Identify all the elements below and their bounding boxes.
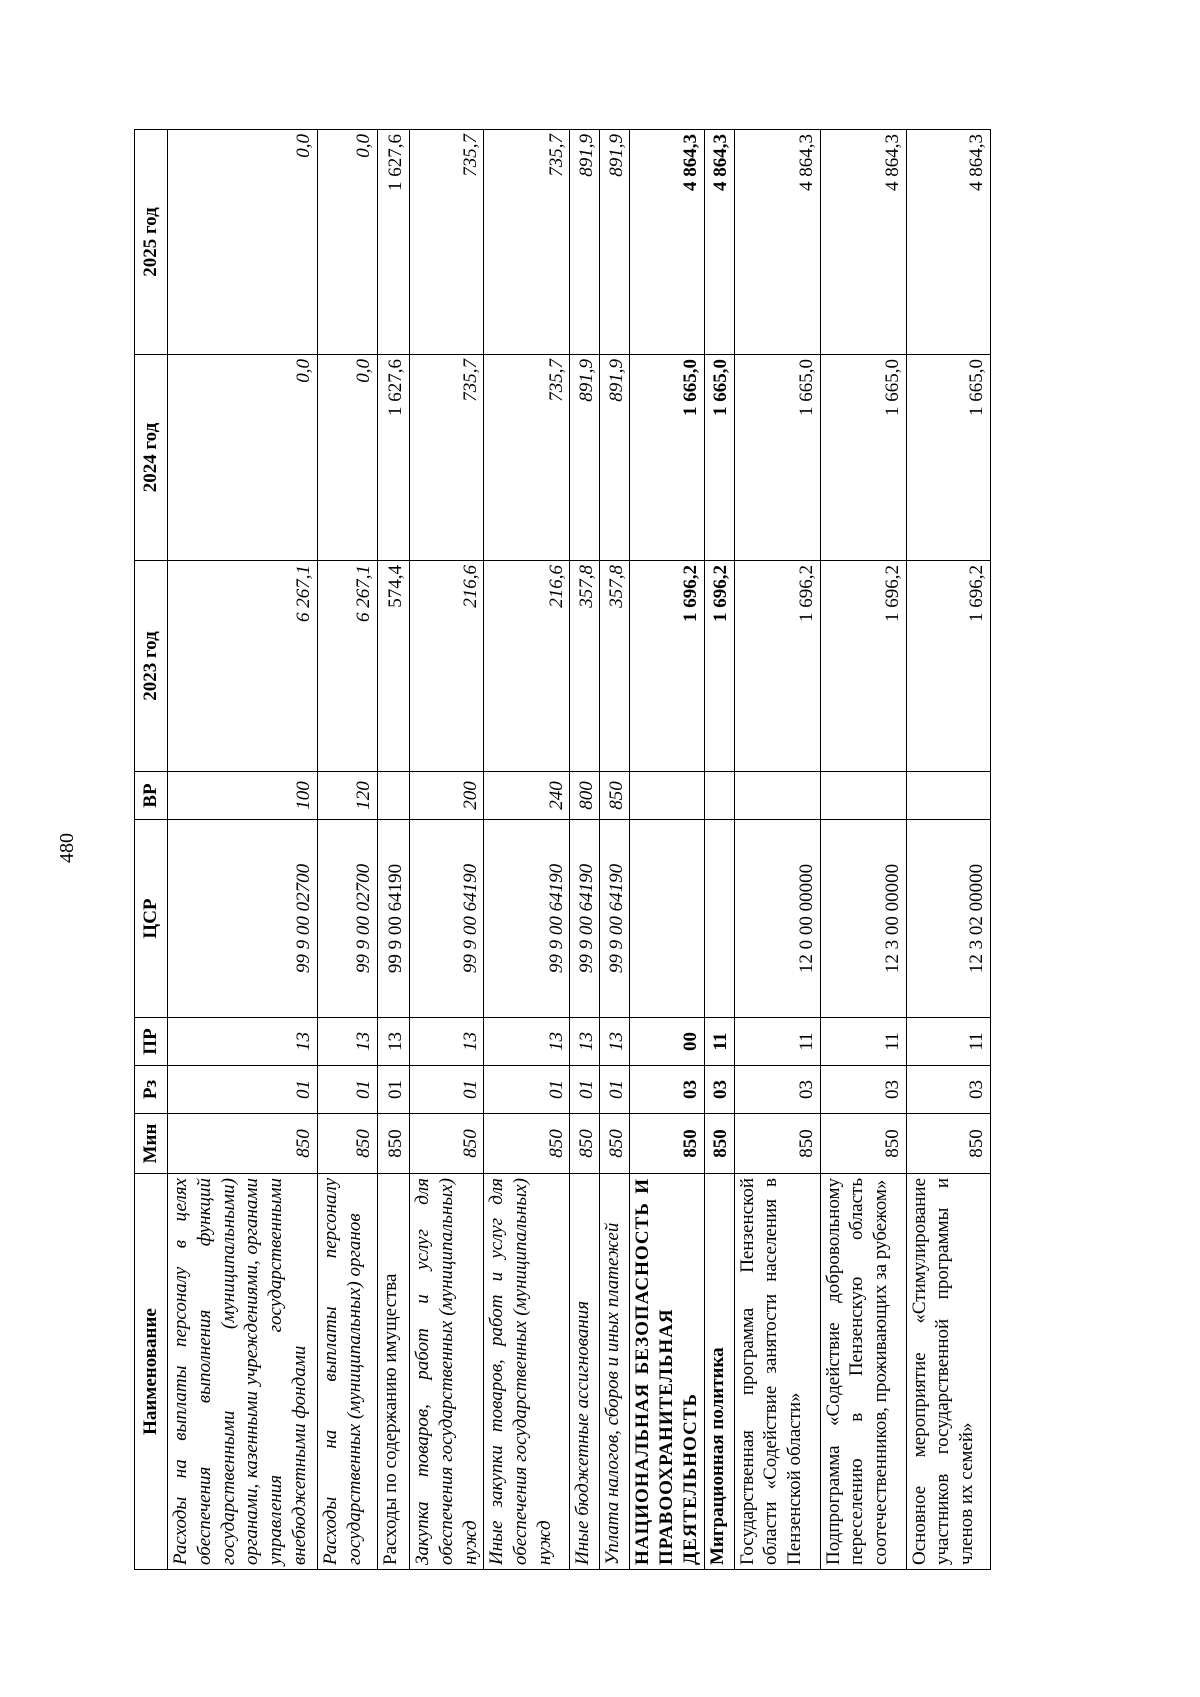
row-pr: 11	[734, 1018, 820, 1066]
row-2024: 0,0	[168, 355, 318, 561]
row-min: 850	[570, 1114, 600, 1174]
row-min: 850	[378, 1114, 410, 1174]
row-pr: 11	[820, 1018, 906, 1066]
table-row	[906, 130, 990, 1570]
row-vr	[378, 772, 410, 820]
table-header-row	[135, 130, 168, 1570]
row-vr	[630, 772, 704, 820]
row-2024: 891,9	[600, 355, 630, 561]
row-vr	[906, 772, 990, 820]
table-row	[484, 130, 570, 1570]
row-vr: 100	[168, 772, 318, 820]
row-rz: 03	[704, 1066, 734, 1114]
row-rz: 03	[630, 1066, 704, 1114]
row-2023: 216,6	[484, 561, 570, 772]
row-vr: 200	[410, 772, 484, 820]
row-csr: 99 9 00 64190	[484, 820, 570, 1018]
row-2025: 4 864,3	[734, 130, 820, 355]
budget-table	[134, 129, 991, 1570]
row-rz: 03	[820, 1066, 906, 1114]
row-pr: 13	[570, 1018, 600, 1066]
row-2023: 1 696,2	[704, 561, 734, 772]
row-csr	[704, 820, 734, 1018]
row-csr: 12 3 00 00000	[820, 820, 906, 1018]
header-rz: Рз	[135, 1066, 168, 1114]
row-pr: 13	[484, 1018, 570, 1066]
row-2023: 6 267,1	[318, 561, 378, 772]
row-2025: 891,9	[570, 130, 600, 355]
row-2024: 891,9	[570, 355, 600, 561]
page-number: 480	[56, 833, 78, 863]
row-2024: 1 627,6	[378, 355, 410, 561]
row-pr: 13	[410, 1018, 484, 1066]
row-2025: 735,7	[410, 130, 484, 355]
row-2024: 0,0	[318, 355, 378, 561]
row-min: 850	[600, 1114, 630, 1174]
row-csr: 99 9 00 02700	[168, 820, 318, 1018]
table-row	[600, 130, 630, 1570]
row-rz: 01	[410, 1066, 484, 1114]
row-2025: 4 864,3	[906, 130, 990, 355]
row-rz: 01	[484, 1066, 570, 1114]
row-2025: 0,0	[168, 130, 318, 355]
row-2023: 1 696,2	[820, 561, 906, 772]
row-csr: 12 0 00 00000	[734, 820, 820, 1018]
row-csr: 12 3 02 00000	[906, 820, 990, 1018]
row-2024: 1 665,0	[704, 355, 734, 561]
row-pr: 11	[704, 1018, 734, 1066]
header-name: Наименование	[135, 1174, 168, 1570]
row-2025: 0,0	[318, 130, 378, 355]
row-name: НАЦИОНАЛЬНАЯ БЕЗОПАСНОСТЬ И ПРАВООХРАНИТЕЛЬНАЯ ДЕЯТЕЛЬНОСТЬ	[630, 1174, 704, 1570]
row-2024: 1 665,0	[820, 355, 906, 561]
rotated-page-area	[134, 130, 987, 1570]
row-name: Расходы на выплаты персоналу государственных (муниципальных) органов	[318, 1174, 378, 1570]
row-min: 850	[906, 1114, 990, 1174]
row-2023: 216,6	[410, 561, 484, 772]
row-min: 850	[704, 1114, 734, 1174]
table-row	[318, 130, 378, 1570]
row-2024: 735,7	[484, 355, 570, 561]
row-min: 850	[484, 1114, 570, 1174]
row-vr	[820, 772, 906, 820]
row-vr	[734, 772, 820, 820]
row-name: Миграционная политика	[704, 1174, 734, 1570]
row-pr: 13	[600, 1018, 630, 1066]
row-2023: 6 267,1	[168, 561, 318, 772]
row-vr: 120	[318, 772, 378, 820]
header-2025: 2025 год	[135, 130, 168, 355]
row-2025: 4 864,3	[704, 130, 734, 355]
row-min: 850	[168, 1114, 318, 1174]
table-row	[630, 130, 704, 1570]
row-name: Расходы по содержанию имущества	[378, 1174, 410, 1570]
row-name: Расходы на выплаты персоналу в целях обеспечения выполнения функций государственными (муниципальными) органами, казенными учреждениями, органами управления государственными внебюджетными фондами	[168, 1174, 318, 1570]
table-row	[570, 130, 600, 1570]
row-csr: 99 9 00 64190	[378, 820, 410, 1018]
row-csr: 99 9 00 64190	[570, 820, 600, 1018]
table-row	[734, 130, 820, 1570]
row-2023: 357,8	[600, 561, 630, 772]
table-row	[410, 130, 484, 1570]
row-min: 850	[630, 1114, 704, 1174]
row-rz: 01	[570, 1066, 600, 1114]
row-rz: 03	[906, 1066, 990, 1114]
row-2023: 1 696,2	[630, 561, 704, 772]
table-row	[704, 130, 734, 1570]
row-csr: 99 9 00 64190	[410, 820, 484, 1018]
row-vr: 800	[570, 772, 600, 820]
row-2024: 1 665,0	[734, 355, 820, 561]
row-csr: 99 9 00 64190	[600, 820, 630, 1018]
row-csr: 99 9 00 02700	[318, 820, 378, 1018]
row-vr: 240	[484, 772, 570, 820]
row-2024: 1 665,0	[630, 355, 704, 561]
row-pr: 13	[318, 1018, 378, 1066]
row-min: 850	[410, 1114, 484, 1174]
row-2025: 4 864,3	[820, 130, 906, 355]
row-2023: 357,8	[570, 561, 600, 772]
row-name: Закупка товаров, работ и услуг для обеспечения государственных (муниципальных) нужд	[410, 1174, 484, 1570]
row-rz: 01	[168, 1066, 318, 1114]
row-rz: 01	[378, 1066, 410, 1114]
header-pr: ПР	[135, 1018, 168, 1066]
row-rz: 01	[318, 1066, 378, 1114]
header-min: Мин	[135, 1114, 168, 1174]
row-name: Иные закупки товаров, работ и услуг для обеспечения государственных (муниципальных) нужд	[484, 1174, 570, 1570]
row-rz: 01	[600, 1066, 630, 1114]
row-rz: 03	[734, 1066, 820, 1114]
row-min: 850	[318, 1114, 378, 1174]
row-name: Подпрограмма «Содействие добровольному переселению в Пензенскую область соотечественников, проживающих за рубежом»	[820, 1174, 906, 1570]
row-name: Уплата налогов, сборов и иных платежей	[600, 1174, 630, 1570]
row-min: 850	[820, 1114, 906, 1174]
header-csr: ЦСР	[135, 820, 168, 1018]
header-vr: ВР	[135, 772, 168, 820]
row-pr: 00	[630, 1018, 704, 1066]
row-min: 850	[734, 1114, 820, 1174]
header-2023: 2023 год	[135, 561, 168, 772]
row-2024: 735,7	[410, 355, 484, 561]
row-name: Основное мероприятие «Стимулирование участников государственной программы и членов их семей»	[906, 1174, 990, 1570]
row-2024: 1 665,0	[906, 355, 990, 561]
row-2025: 1 627,6	[378, 130, 410, 355]
header-2024: 2024 год	[135, 355, 168, 561]
table-row	[378, 130, 410, 1570]
row-csr	[630, 820, 704, 1018]
row-2023: 1 696,2	[906, 561, 990, 772]
row-2025: 735,7	[484, 130, 570, 355]
row-2025: 891,9	[600, 130, 630, 355]
table-row	[168, 130, 318, 1570]
row-pr: 13	[168, 1018, 318, 1066]
row-pr: 11	[906, 1018, 990, 1066]
row-pr: 13	[378, 1018, 410, 1066]
row-2025: 4 864,3	[630, 130, 704, 355]
row-2023: 574,4	[378, 561, 410, 772]
row-vr	[704, 772, 734, 820]
row-2023: 1 696,2	[734, 561, 820, 772]
row-name: Государственная программа Пензенской области «Содействие занятости населения в Пензенской области»	[734, 1174, 820, 1570]
row-name: Иные бюджетные ассигнования	[570, 1174, 600, 1570]
row-vr: 850	[600, 772, 630, 820]
table-row	[820, 130, 906, 1570]
